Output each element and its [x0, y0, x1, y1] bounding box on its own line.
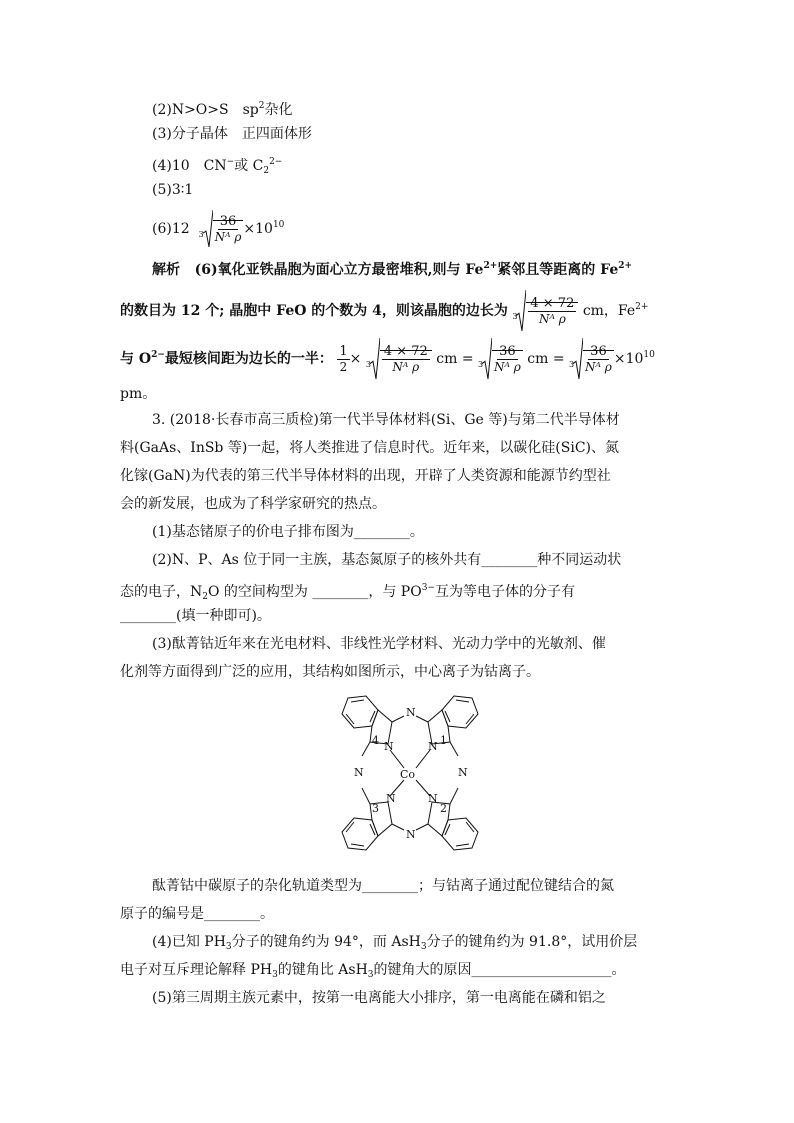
answer-2: (2)N>O>S $sp^2$杂化 — [152, 101, 293, 118]
answer-3: (3)分子晶体 正四面体形 — [152, 126, 312, 142]
sub-question-2-line-1: (2)N、P、As 位于同一主族，基态氮原子的核外共有________种不同运动状 — [152, 552, 622, 568]
nitrogen-atom-label: N — [384, 740, 394, 753]
question-3-line-4: 会的新发展，也成为了科学家研究的热点。 — [120, 496, 386, 512]
analysis-line-2: 的数目为 12 个; 晶胞中 FeO 的个数为 4，则该晶胞的边长为 3 $\frac{4 \times 72}{\text{Nᴬ ρ}}$ cm，$Fe^{2+}$ — [120, 286, 648, 332]
analysis-line-3: 与 $O^{2-}$最短核间距为边长的一半： $\frac{1}{2}$ × 3 $\frac{4 \times 72}{\text{Nᴬ ρ}}$ cm = 3 $\frac{36}{\text{Nᴬ ρ}}$ cm = 3 $\frac{36}{\text{Nᴬ ρ}}$ $\times 10^{10}$ — [120, 334, 655, 380]
sub-question-2-line-3: ________(填一种即可)。 — [120, 608, 271, 624]
nitrogen-number-3: 3 — [372, 802, 379, 815]
nitrogen-atom-label: N — [428, 740, 438, 753]
nitrogen-number-2: 2 — [440, 802, 447, 815]
sub-question-3-line-2: 化剂等方面得到广泛的应用，其结构如图所示，中心离子为钴离子。 — [120, 664, 540, 680]
answer-6: (6)12 3 $\frac{36}{\text{Nᴬ ρ}}$ $\times 10^{10}$ — [152, 206, 284, 248]
sub-question-4-line-1: (4)已知 $PH_3$分子的键角约为 94°，而 AsH$_3$分子的键角约为 91.8°，试用价层 — [152, 934, 638, 952]
answer-5: (5)3∶1 — [152, 182, 194, 198]
sub-question-3-line-3: 酞菁钴中碳原子的杂化轨道类型为________；与钴离子通过配位键结合的氮 — [152, 878, 614, 894]
nitrogen-atom-label: N — [428, 792, 438, 805]
sub-question-2-line-2: 态的电子，$N_2O$ 的空间构型为 ________，与 $PO^{3-}$互为等电子体的分子有 — [120, 583, 575, 602]
nitrogen-atom-label: N — [406, 706, 416, 719]
nitrogen-atom-label: N — [386, 792, 396, 805]
sub-question-4-line-2: 电子对互斥理论解释 $PH_3$的键角比 AsH$_3$的键角大的原因____________________。 — [120, 962, 626, 980]
nitrogen-atom-label: N — [406, 828, 416, 841]
analysis-label: 解析 — [152, 262, 180, 278]
nitrogen-number-1: 1 — [440, 734, 447, 747]
fraction-one-half: $\frac{1}{2}$ — [339, 343, 348, 374]
nitrogen-atom-label: N — [354, 766, 364, 779]
cobalt-phthalocyanine-structure — [326, 692, 494, 854]
cube-root-radical: 3 $\frac{36}{\text{Nᴬ ρ}}$ — [478, 338, 523, 380]
cube-root-radical: 3 $\frac{36}{\text{Nᴬ ρ}}$ — [569, 338, 614, 380]
sub-question-5-line-1: (5)第三周期主族元素中，按第一电离能大小排序，第一电离能在磷和铝之 — [152, 990, 606, 1006]
question-3-line-2: 料(GaAs、InSb 等)一起，将人类推进了信息时代。近年来，以碳化硅(SiC)、氮 — [120, 440, 620, 456]
question-3-line-1: 3. (2018·长春市高三质检)第一代半导体材料(Si、Ge 等)与第二代半导体材 — [152, 412, 620, 428]
answer-4: (4)10 CN−或 $C_2^{2-}$ — [152, 157, 283, 176]
sub-question-3-line-4: 原子的编号是________。 — [120, 906, 274, 922]
analysis-line-1: 解析 (6)氧化亚铁晶胞为面心立方最密堆积,则与 $Fe^{2+}$紧邻且等距离的 $Fe^{2+}$ — [152, 261, 633, 278]
nitrogen-number-4: 4 — [372, 734, 379, 747]
analysis-line-4: pm。 — [120, 386, 157, 402]
cube-root-radical: 3 $\frac{4 \times 72}{\text{Nᴬ ρ}}$ — [512, 290, 578, 332]
cube-root-radical: 3 $\frac{36}{\text{Nᴬ ρ}}$ — [199, 210, 244, 248]
cobalt-atom-label: Co — [400, 768, 416, 781]
cube-root-radical: 3 $\frac{4 \times 72}{\text{Nᴬ ρ}}$ — [366, 338, 432, 380]
sub-question-3-line-1: (3)酞菁钴近年来在光电材料、非线性光学材料、光动力学中的光敏剂、催 — [152, 636, 606, 652]
nitrogen-atom-label: N — [458, 766, 468, 779]
sub-question-1: (1)基态锗原子的价电子排布图为________。 — [152, 524, 424, 540]
question-3-line-3: 化镓(GaN)为代表的第三代半导体材料的出现，开辟了人类资源和能源节约型社 — [120, 468, 611, 484]
